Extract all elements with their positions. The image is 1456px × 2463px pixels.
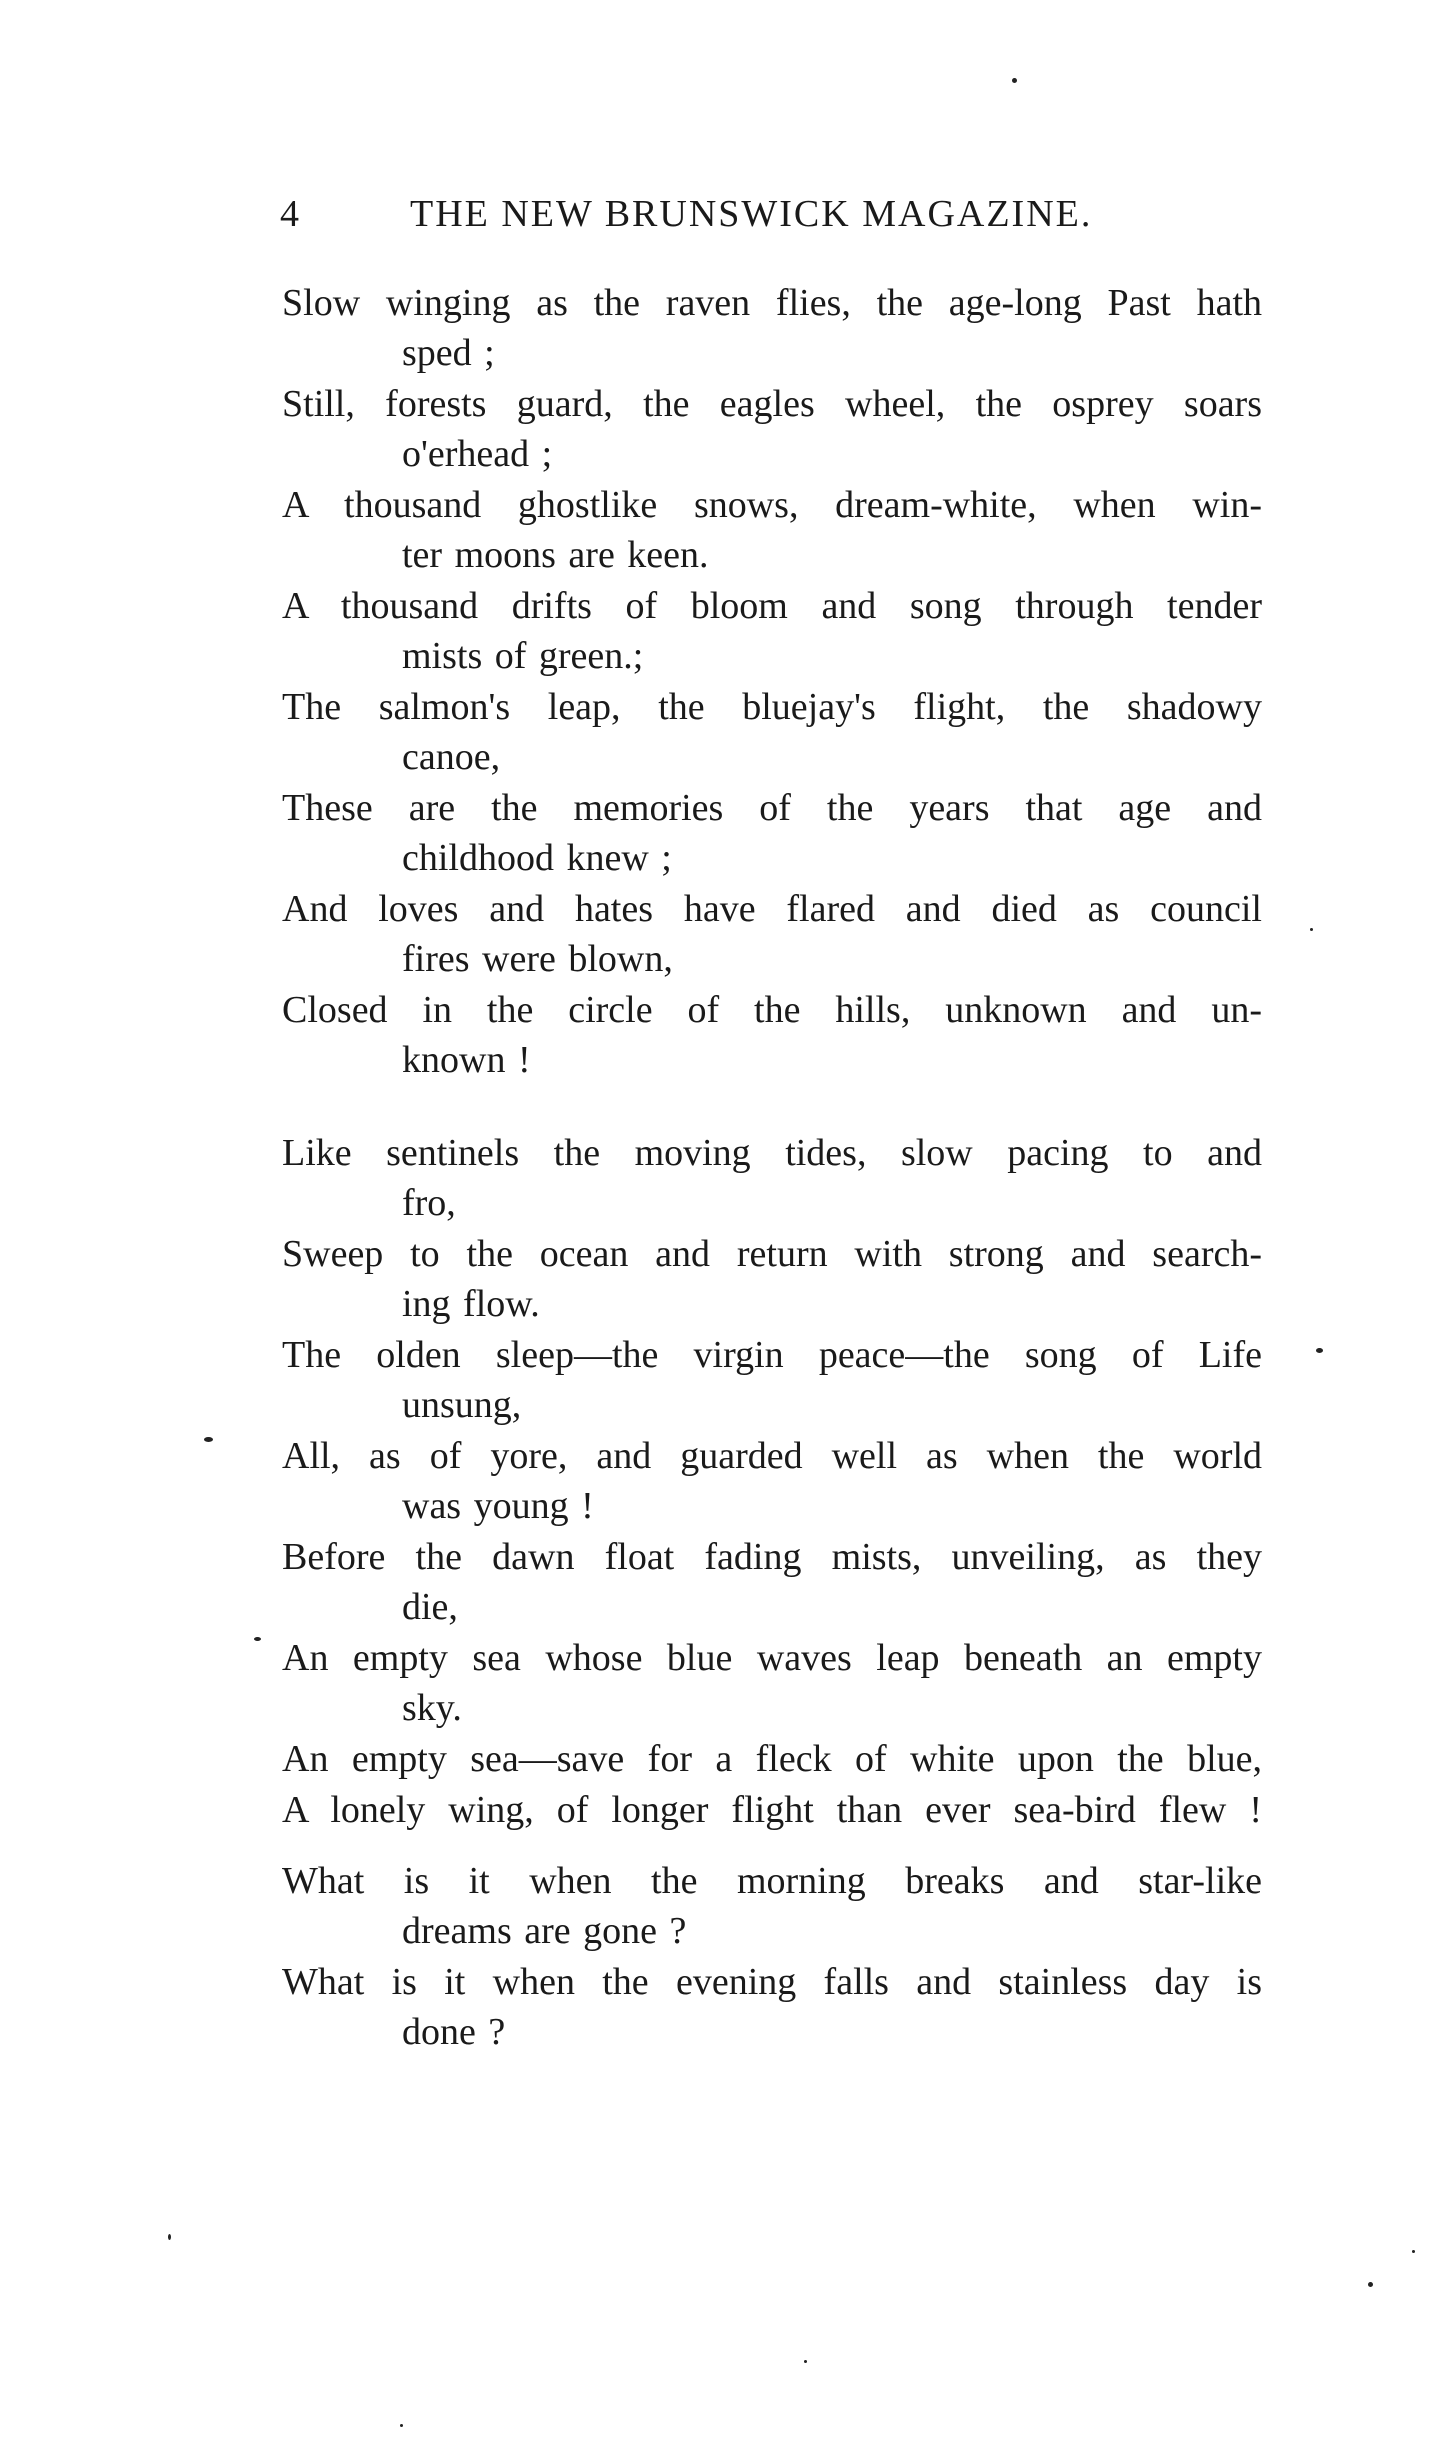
verse-line <box>282 682 1262 782</box>
verse-line-text: What is it when the evening falls and stainless day is <box>282 1961 1262 2003</box>
verse-line <box>282 480 1262 580</box>
verse-line <box>282 884 1262 984</box>
verse-line-text: Before the dawn float fading mists, unveiling, as they <box>282 1536 1262 1578</box>
verse-line-text: A thousand drifts of bloom and song through tender <box>282 585 1262 627</box>
scan-speck <box>254 1637 261 1641</box>
verse-line-text: A lonely wing, of longer flight than ever sea-bird flew ! <box>282 1789 1262 1831</box>
verse-line-continuation: dreams are gone ? <box>402 1910 687 1952</box>
verse-line <box>282 1856 1262 1956</box>
verse-line <box>282 1734 1262 1784</box>
verse-line-continuation: ing flow. <box>402 1283 540 1325</box>
verse-line-continuation: was young ! <box>402 1485 594 1527</box>
verse-line-text: The salmon's leap, the bluejay's flight, the shadowy <box>282 686 1262 728</box>
scan-speck <box>804 2360 807 2363</box>
stanza-2 <box>282 1128 1262 1836</box>
verse-line <box>282 581 1262 681</box>
verse-line-continuation: sky. <box>402 1687 462 1729</box>
stanza-3 <box>282 1856 1262 2058</box>
verse-line <box>282 1330 1262 1430</box>
scan-speck <box>1012 78 1017 83</box>
verse-line <box>282 1785 1262 1835</box>
verse-line <box>282 1128 1262 1228</box>
scan-speck <box>204 1437 213 1442</box>
verse-line-continuation: sped ; <box>402 332 495 374</box>
verse-line-continuation: ter moons are keen. <box>402 534 709 576</box>
scan-speck <box>168 2234 171 2240</box>
verse-line-continuation: o'erhead ; <box>402 433 553 475</box>
verse-line-text: The olden sleep—the virgin peace—the song of Life <box>282 1334 1262 1376</box>
verse-line-text: Closed in the circle of the hills, unknown and un- <box>282 989 1262 1031</box>
verse-line-text: What is it when the morning breaks and star-like <box>282 1860 1262 1902</box>
verse-line-continuation: unsung, <box>402 1384 522 1426</box>
scan-speck <box>1310 928 1313 931</box>
verse-line-continuation: done ? <box>402 2011 506 2053</box>
verse-line-text: An empty sea whose blue waves leap beneath an empty <box>282 1637 1262 1679</box>
verse-line-text: Sweep to the ocean and return with strong and search- <box>282 1233 1262 1275</box>
verse-line-text: Slow winging as the raven flies, the age-long Past hath <box>282 282 1262 324</box>
verse-line-text: All, as of yore, and guarded well as when the world <box>282 1435 1262 1477</box>
verse-line-continuation: fires were blown, <box>402 938 673 980</box>
verse-line-continuation: mists of green.; <box>402 635 644 677</box>
page-number: 4 <box>280 193 300 235</box>
page-header <box>280 192 1280 252</box>
scan-speck <box>1412 2250 1415 2253</box>
verse-line-text: A thousand ghostlike snows, dream-white, when win- <box>282 484 1262 526</box>
scan-speck <box>1316 1348 1323 1353</box>
verse-line <box>282 379 1262 479</box>
running-title: THE NEW BRUNSWICK MAGAZINE. <box>410 193 1093 235</box>
verse-line-continuation: fro, <box>402 1182 456 1224</box>
verse-line <box>282 1957 1262 2057</box>
stanza-1 <box>282 278 1262 1086</box>
verse-line-text: Like sentinels the moving tides, slow pacing to and <box>282 1132 1262 1174</box>
verse-line-continuation: childhood knew ; <box>402 837 672 879</box>
verse-line-text: And loves and hates have flared and died as council <box>282 888 1262 930</box>
verse-line-continuation: canoe, <box>402 736 501 778</box>
verse-line-continuation: die, <box>402 1586 458 1628</box>
verse-line <box>282 1431 1262 1531</box>
verse-line-continuation: known ! <box>402 1039 531 1081</box>
verse-line <box>282 1532 1262 1632</box>
verse-line-text: Still, forests guard, the eagles wheel, the osprey soars <box>282 383 1262 425</box>
verse-line <box>282 278 1262 378</box>
scan-speck <box>400 2424 403 2427</box>
verse-line <box>282 1633 1262 1733</box>
verse-line <box>282 1229 1262 1329</box>
verse-line-text: These are the memories of the years that age and <box>282 787 1262 829</box>
verse-line <box>282 783 1262 883</box>
verse-line <box>282 985 1262 1085</box>
verse-line-text: An empty sea—save for a fleck of white upon the blue, <box>282 1738 1262 1780</box>
scan-speck <box>1368 2282 1373 2287</box>
